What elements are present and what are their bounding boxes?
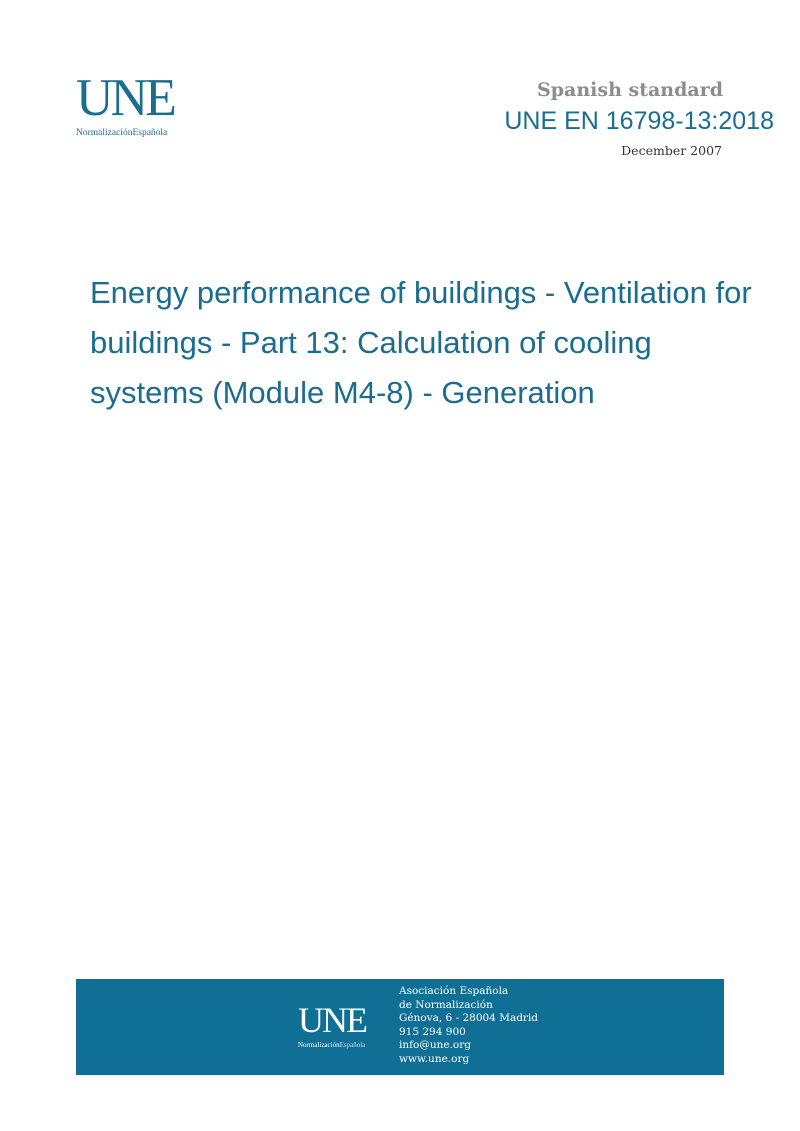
document-title: Energy performance of buildings - Ventilation for buildings - Part 13: Calculation of cooling systems (Module M4-8) - Generation <box>90 275 752 410</box>
address-phone: 915 294 900 <box>399 1025 466 1038</box>
logo-tagline <box>76 128 206 138</box>
footer-tagline-a: Normalización <box>298 1041 340 1049</box>
standard-code: UNE EN 16798-13:2018 <box>504 107 774 135</box>
logo-mark: UNE <box>76 68 174 128</box>
publication-date: December 2007 <box>621 143 722 158</box>
une-logo <box>76 68 206 138</box>
document-kind: Spanish standard <box>537 79 723 101</box>
address-street: Génova, 6 - 28004 Madrid <box>399 1012 539 1025</box>
address-website-link[interactable]: www.une.org <box>399 1052 470 1065</box>
logo-tagline-a: Normalización <box>76 128 133 138</box>
logo-tagline-b: Española <box>132 128 168 138</box>
footer-band <box>76 979 724 1075</box>
footer-tagline-b: Española <box>339 1041 366 1049</box>
footer-logo-mark: UNE <box>298 1000 366 1040</box>
footer-une-logo <box>298 1000 388 1049</box>
footer-logo-tagline <box>298 1041 388 1049</box>
address-org-line-2: de Normalización <box>399 998 493 1011</box>
address-email-link[interactable]: info@une.org <box>399 1039 471 1052</box>
address-org-line-1: Asociación Española <box>399 985 509 997</box>
footer-address <box>399 985 538 1067</box>
